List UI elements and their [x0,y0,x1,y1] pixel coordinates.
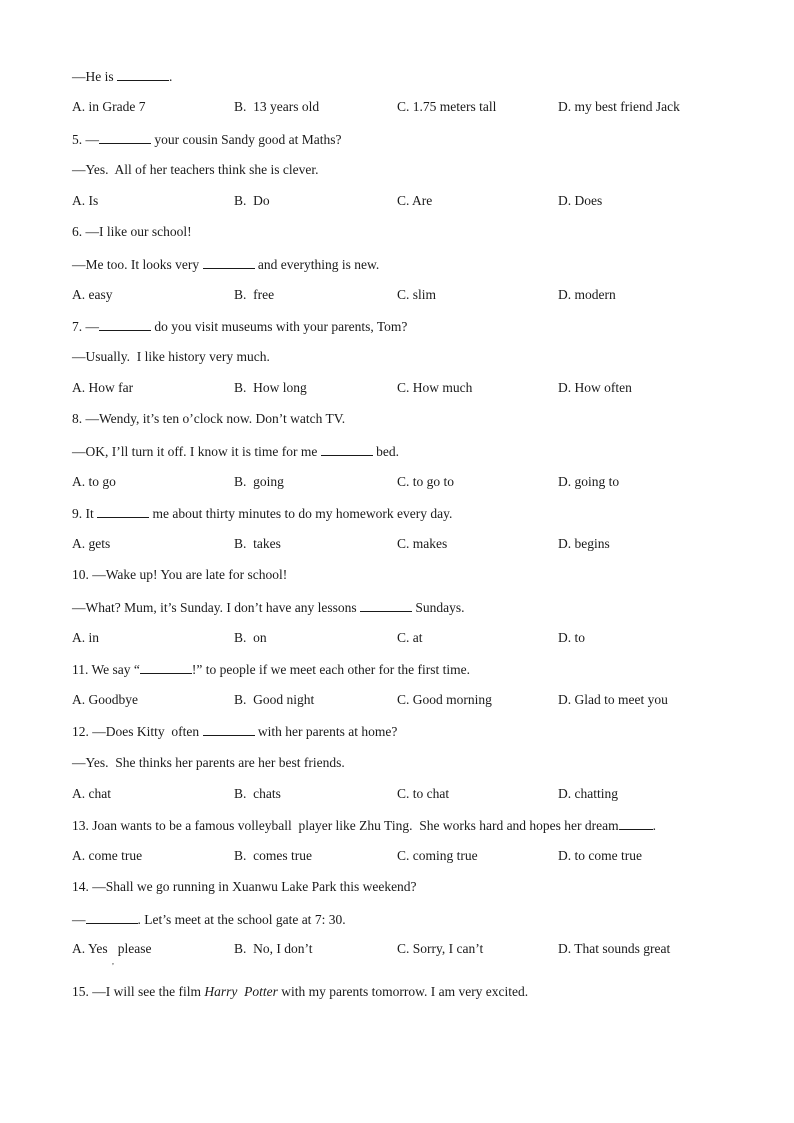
q8-response: —OK, I’ll turn it off. I know it is time for me bed. [72,444,399,459]
option-b[interactable]: B. comes true [234,848,312,863]
option-a[interactable]: A. in Grade 7 [72,99,146,114]
answer-blank[interactable] [360,599,412,612]
answer-blank[interactable] [619,817,653,830]
option-d[interactable]: D. modern [558,287,616,302]
q6-response: —Me too. It looks very and everything is new. [72,257,380,272]
option-d[interactable]: D. How often [558,380,632,395]
option-c[interactable]: C. at [397,630,423,645]
option-b[interactable]: B. chats [234,786,281,801]
answer-blank[interactable] [117,68,169,81]
option-c[interactable]: C. to chat [397,786,450,801]
option-d[interactable]: D. to come true [558,848,642,863]
option-d[interactable]: D. Glad to meet you [558,692,668,707]
option-c[interactable]: C. coming true [397,848,478,863]
answer-blank[interactable] [99,318,151,331]
option-d[interactable]: D. going to [558,474,620,489]
option-a[interactable]: A. in [72,630,99,645]
option-c[interactable]: C. Sorry, I can’t [397,941,484,956]
option-b[interactable]: B. takes [234,536,281,551]
option-a[interactable]: A. Goodbye [72,692,138,707]
option-c[interactable]: C. Good morning [397,692,492,707]
option-c[interactable]: C. Are [397,193,433,208]
option-c[interactable]: C. makes [397,536,448,551]
q12-question: 12. —Does Kitty often with her parents at home? [72,724,398,739]
q7-response: —Usually. I like history very much. [72,349,270,364]
q8-question: 8. —Wendy, it’s ten o’clock now. Don’t watch TV. [72,411,346,426]
q10-response: —What? Mum, it’s Sunday. I don’t have any lessons Sundays. [72,600,465,615]
q6-question: 6. —I like our school! [72,224,192,239]
answer-blank[interactable] [203,256,255,269]
option-d[interactable]: D. begins [558,536,610,551]
answer-blank[interactable] [99,131,151,144]
option-d[interactable]: D. Does [558,193,603,208]
answer-blank[interactable] [86,911,138,924]
option-c[interactable]: C. How much [397,380,473,395]
option-c[interactable]: C. 1.75 meters tall [397,99,497,114]
option-b[interactable]: B. going [234,474,284,489]
option-c[interactable]: C. to go to [397,474,455,489]
q12-response: —Yes. She thinks her parents are her best friends. [72,755,345,770]
option-d[interactable]: D. my best friend Jack [558,99,680,114]
option-d[interactable]: D. to [558,630,585,645]
option-a[interactable]: A. come true [72,848,143,863]
option-d[interactable]: D. That sounds great [558,941,671,956]
q9-question: 9. It me about thirty minutes to do my homework every day. [72,506,453,521]
q11-question: 11. We say “ !” to people if we meet each other for the first time. [72,662,471,677]
answer-blank[interactable] [140,661,192,674]
q14-response: — . Let’s meet at the school gate at 7: 30. [72,912,346,927]
option-b[interactable]: B. on [234,630,267,645]
answer-blank[interactable] [203,723,255,736]
option-a[interactable]: A. How far [72,380,134,395]
q5-response: —Yes. All of her teachers think she is clever. [72,162,319,177]
q10-question: 10. —Wake up! You are late for school! [72,567,288,582]
option-b[interactable]: B. Good night [234,692,315,707]
q5-question: 5. — your cousin Sandy good at Maths? [72,132,342,147]
stray-comma-mark: , [112,957,114,966]
option-a[interactable]: A. Yes please [72,941,152,956]
option-b[interactable]: B. 13 years old [234,99,320,114]
q13-question: 13. Joan wants to be a famous volleyball player like Zhu Ting. She works hard and hopes her dream . [72,818,657,833]
q14-question: 14. —Shall we go running in Xuanwu Lake Park this weekend? [72,879,417,894]
option-d[interactable]: D. chatting [558,786,618,801]
q15-question: 15. —I will see the film Harry Potter with my parents tomorrow. I am very excited. [72,984,529,999]
option-b[interactable]: B. free [234,287,275,302]
q4-answer-line: —He is . [72,69,173,84]
q7-question: 7. — do you visit museums with your parents, Tom? [72,319,408,334]
answer-blank[interactable] [97,505,149,518]
option-b[interactable]: B. No, I don’t [234,941,313,956]
option-b[interactable]: B. Do [234,193,270,208]
option-a[interactable]: A. Is [72,193,99,208]
answer-blank[interactable] [321,443,373,456]
option-a[interactable]: A. chat [72,786,111,801]
option-b[interactable]: B. How long [234,380,307,395]
option-a[interactable]: A. to go [72,474,116,489]
option-a[interactable]: A. gets [72,536,111,551]
film-title: Harry Potter [204,984,278,999]
option-c[interactable]: C. slim [397,287,437,302]
option-a[interactable]: A. easy [72,287,113,302]
